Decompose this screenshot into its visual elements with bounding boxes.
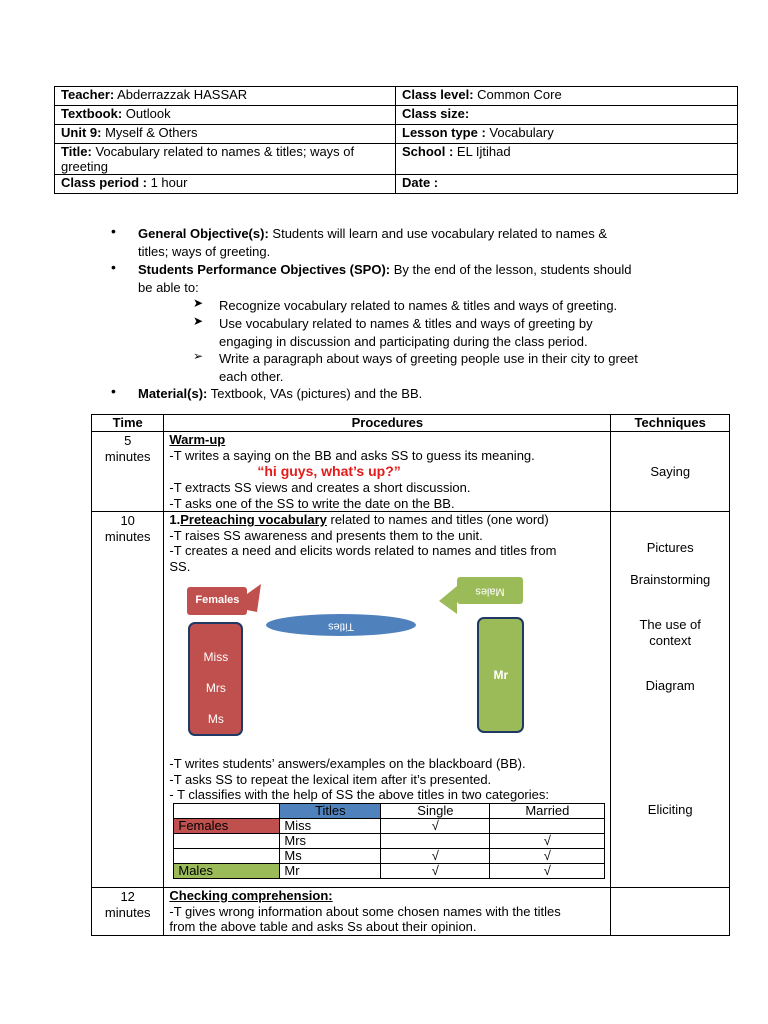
saying-text: “hi guys, what’s up?” xyxy=(257,463,401,479)
technique-cell: Saying xyxy=(611,432,730,512)
date-cell: Date : xyxy=(396,175,738,194)
bullet-icon: • xyxy=(111,259,116,275)
females-category: Females xyxy=(174,818,280,833)
males-titles-list: Mr xyxy=(493,668,509,682)
textbook-cell: Textbook: Outlook xyxy=(55,106,396,125)
general-objective: General Objective(s): Students will learn and use vocabulary related to names & titles; ways of greeting. xyxy=(138,226,607,259)
lesson-type-cell: Lesson type : Vocabulary xyxy=(396,125,738,144)
titles-category-table xyxy=(173,803,605,879)
time-cell: 5 minutes xyxy=(92,432,164,512)
techniques-header: Techniques xyxy=(611,415,730,432)
checking-cell: Checking comprehension: -T gives wrong information about some chosen names with the titles from the above table and asks Ss about their opinion. xyxy=(164,888,611,936)
spo-objective: Students Performance Objectives (SPO): By the end of the lesson, students should be able to: xyxy=(138,262,632,295)
time-cell: 10 minutes xyxy=(92,512,164,888)
females-label: Females xyxy=(195,594,240,606)
males-category: Males xyxy=(174,863,280,878)
materials: Material(s): Textbook, VAs (pictures) and the BB. xyxy=(138,386,423,401)
arrow-bullet-icon: ➤ xyxy=(193,296,204,310)
checking-heading: Checking comprehension: xyxy=(169,888,333,903)
procedures-header: Procedures xyxy=(164,415,611,432)
arrow-bullet-icon: ➤ xyxy=(193,314,204,328)
titles-col-header: Titles xyxy=(280,803,381,818)
title-cell: Title: Vocabulary related to names & titles; ways of greeting xyxy=(55,144,396,175)
bullet-icon: • xyxy=(111,383,116,399)
technique-cell xyxy=(611,888,730,936)
preteaching-cell: 1.Preteaching vocabulary related to names and titles (one word) -T raises SS awareness and presents them to the unit. -T creates a need and elicits words related to names and titles from SS. Females Males Titles Miss Mrs Ms Mr -T writes students’ answers/examples on the blackboard (BB). -T asks SS to repeat the lexical item after it’s presented. - T classifies with the help of SS the above titles in two categories: Titles Single Married Females Miss √ Mrs √ Ms √ √ Males Mr √ √ xyxy=(164,512,611,888)
procedure-table xyxy=(91,414,730,936)
class-size-cell: Class size: xyxy=(396,106,738,125)
table-row: Females Miss √ xyxy=(174,818,605,833)
spo-item: Use vocabulary related to names & titles and ways of greeting by engaging in discussion and participating during the class period. xyxy=(219,316,593,349)
spo-item: Recognize vocabulary related to names & titles and ways of greeting. xyxy=(219,298,618,313)
males-label: Males xyxy=(475,585,506,598)
arrow-bullet-icon: ➢ xyxy=(193,349,204,363)
warmup-cell: Warm-up -T writes a saying on the BB and asks SS to guess its meaning. “hi guys, what’s up?” -T extracts SS views and creates a short discussion. -T asks one of the SS to write the date on the BB. xyxy=(164,432,611,512)
time-header: Time xyxy=(92,415,164,432)
preteaching-heading: 1.Preteaching vocabulary related to names and titles (one word) xyxy=(169,512,549,527)
males-callout-arrow xyxy=(439,586,457,614)
school-cell: School : EL Ijtihad xyxy=(396,144,738,175)
teacher-cell: Teacher: Abderrazzak HASSAR xyxy=(55,87,396,106)
lesson-info-table xyxy=(54,86,738,194)
class-level-cell: Class level: Common Core xyxy=(396,87,738,106)
unit-cell: Unit 9: Myself & Others xyxy=(55,125,396,144)
single-col-header: Single xyxy=(381,803,490,818)
warmup-heading: Warm-up xyxy=(169,432,226,447)
females-callout-arrow xyxy=(247,584,261,612)
females-titles-list: Miss Mrs Ms xyxy=(203,650,229,726)
bullet-icon: • xyxy=(111,223,116,239)
table-row: Males Mr √ √ xyxy=(174,863,605,878)
married-col-header: Married xyxy=(490,803,605,818)
table-row: Mrs √ xyxy=(174,833,605,848)
titles-label: Titles xyxy=(328,620,355,633)
titles-diagram xyxy=(169,574,605,756)
class-period-cell: Class period : 1 hour xyxy=(55,175,396,194)
technique-cell: Pictures Brainstorming The use of context Diagram Eliciting xyxy=(611,512,730,888)
table-row: Ms √ √ xyxy=(174,848,605,863)
spo-item: Write a paragraph about ways of greeting people use in their city to greet each other. xyxy=(219,351,638,384)
time-cell: 12 minutes xyxy=(92,888,164,936)
